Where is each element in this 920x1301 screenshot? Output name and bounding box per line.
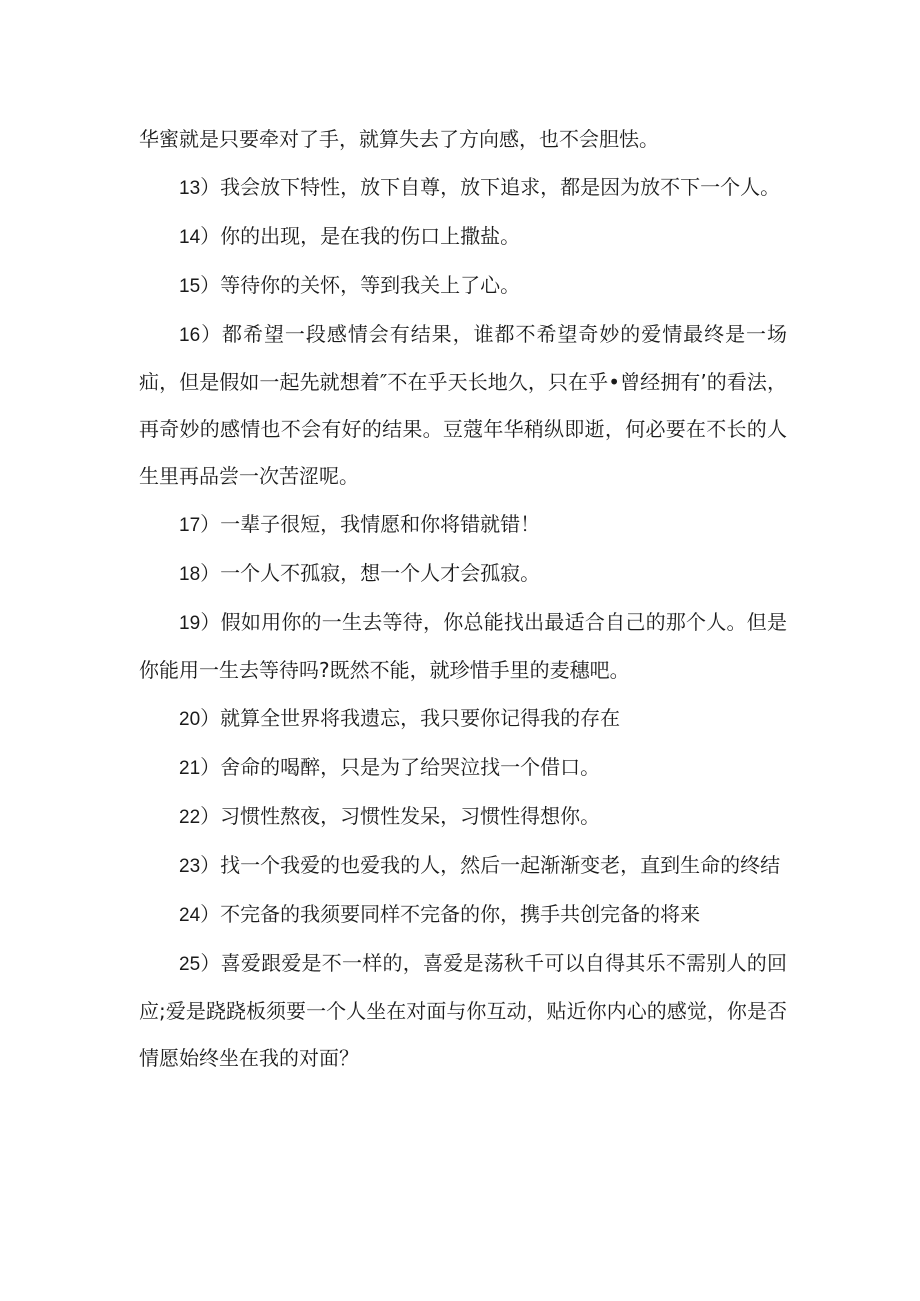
list-item-20 — [139, 695, 787, 743]
list-item-17 — [139, 501, 787, 549]
item-number: 15 — [179, 276, 201, 297]
item-text: ）假如用你的一生去等待，你总能找出最适合自己的那个人。但是你能用一生去等待吗?既然不能，就珍惜手里的麦穗吧。 — [139, 610, 787, 682]
item-number: 19 — [179, 613, 201, 634]
item-text: ）就算全世界将我遗忘，我只要你记得我的存在 — [200, 706, 621, 730]
list-item-22 — [139, 793, 787, 841]
list-item-21 — [139, 744, 787, 792]
paragraph-text: 华蜜就是只要牵对了手，就算失去了方向感，也不会胆怯。 — [139, 127, 659, 151]
item-number: 13 — [179, 178, 201, 199]
item-text: ）等待你的关怀，等到我关上了心。 — [200, 273, 521, 297]
paragraph-continued — [139, 116, 787, 163]
item-number: 20 — [179, 709, 201, 730]
item-text: ）都希望一段感情会有结果，谁都不希望奇妙的爱情最终是一场疝，但是假如一起先就想着″不在乎天长地久，只在乎•曾经拥有’的看法，再奇妙的感情也不会有好的结果。豆蔻年华稍纵即逝，何必要在不长的人生里再品尝一次苦涩呢。 — [139, 322, 787, 488]
list-item-13 — [139, 164, 787, 212]
list-item-23 — [139, 842, 787, 890]
item-text: ）你的出现，是在我的伤口上撒盐。 — [200, 224, 521, 248]
item-number: 21 — [179, 758, 201, 779]
item-text: ）舍命的喝醉，只是为了给哭泣找一个借口。 — [200, 755, 601, 779]
item-text: ）不完备的我须要同样不完备的你，携手共创完备的将来 — [200, 902, 701, 926]
list-item-18 — [139, 550, 787, 598]
item-number: 24 — [179, 905, 201, 926]
item-text: ）一个人不孤寂，想一个人才会孤寂。 — [200, 561, 541, 585]
item-number: 23 — [179, 856, 201, 877]
document-body — [139, 116, 787, 1083]
list-item-14 — [139, 213, 787, 261]
item-number: 17 — [179, 515, 201, 536]
item-number: 16 — [179, 325, 201, 346]
item-number: 18 — [179, 564, 201, 585]
item-text: ）我会放下特性，放下自尊，放下追求，都是因为放不下一个人。 — [200, 175, 781, 199]
item-text: ）习惯性熬夜，习惯性发呆，习惯性得想你。 — [200, 804, 601, 828]
list-item-16 — [139, 311, 787, 500]
item-number: 22 — [179, 807, 201, 828]
list-item-24 — [139, 891, 787, 939]
item-text: ）找一个我爱的也爱我的人，然后一起渐渐变老，直到生命的终结 — [200, 853, 781, 877]
list-item-25 — [139, 940, 787, 1082]
item-number: 14 — [179, 227, 201, 248]
item-number: 25 — [179, 954, 201, 975]
list-item-19 — [139, 599, 787, 694]
item-text: ）一辈子很短，我情愿和你将错就错！ — [200, 512, 541, 536]
list-item-15 — [139, 262, 787, 310]
item-text: ）喜爱跟爱是不一样的，喜爱是荡秋千可以自得其乐不需别人的回应;爱是跷跷板须要一个人坐在对面与你互动，贴近你内心的感觉，你是否情愿始终坐在我的对面？ — [139, 951, 787, 1070]
